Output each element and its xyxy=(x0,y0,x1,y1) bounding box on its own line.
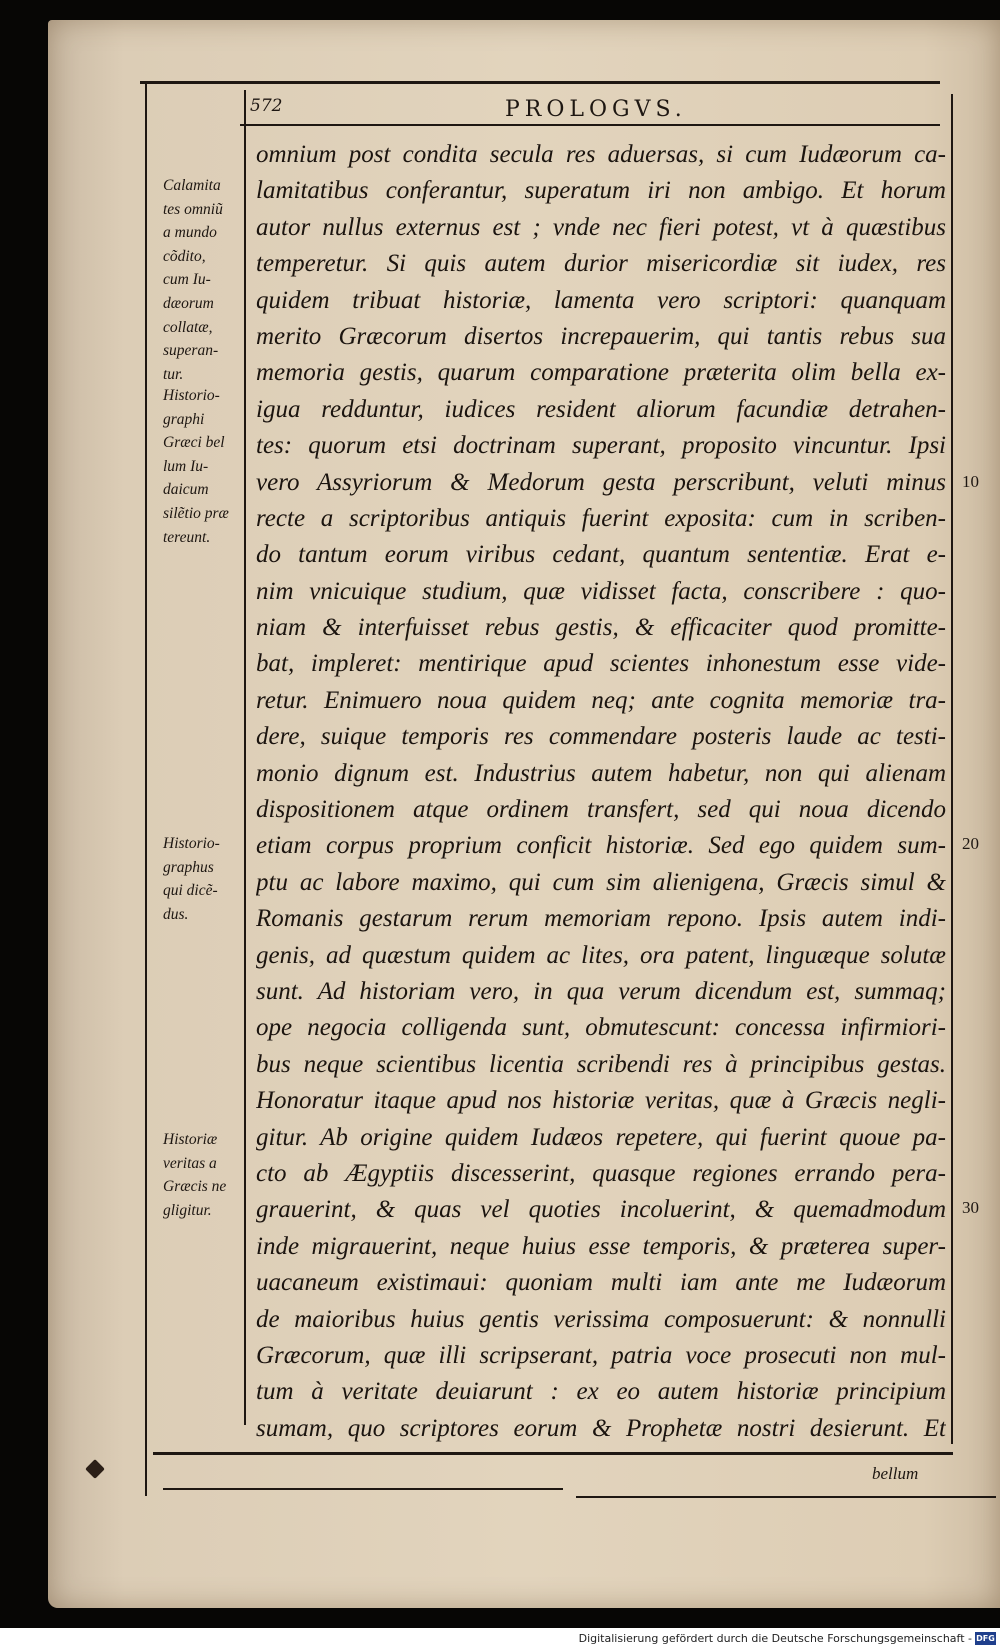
margin-note-line: Historio- xyxy=(163,835,220,852)
text-line: retur. Enimuero noua quidem neq; ante cognita memoriæ tra- xyxy=(256,686,946,714)
margin-note-line: a mundo xyxy=(163,224,217,242)
line-number: 10 xyxy=(962,472,979,491)
margin-note-line: cõdito, xyxy=(163,247,206,265)
margin-note-line: tereunt. xyxy=(163,528,211,546)
text-line: Romanis gestarum rerum memoriam repono. Ipsis autem indi- xyxy=(256,905,946,933)
text-line: merito Græcorum disertos increpauerim, qui tantis rebus sua xyxy=(256,322,946,350)
footer-rule-left xyxy=(163,1488,563,1490)
text-line: tes: quorum etsi doctrinam superant, proposito vincuntur. Ipsi xyxy=(256,432,946,460)
footer-bar xyxy=(0,1628,1000,1651)
margin-note-line: graphi xyxy=(163,410,205,428)
margin-note-line: daicum xyxy=(163,481,209,499)
margin-note-line: graphus xyxy=(163,858,214,876)
main-text-block xyxy=(256,137,946,1447)
text-line: vero Assyriorum & Medorum gesta perscribunt, veluti minus xyxy=(256,468,946,496)
margin-note-line: superan- xyxy=(163,342,219,360)
margin-note-line: silẽtio præ xyxy=(163,504,229,522)
text-line: dispositionem atque ordinem transfert, sed qui noua dicendo xyxy=(256,796,946,824)
text-line: de maioribus huius gentis verissima composuerunt: & nonnulli xyxy=(256,1305,946,1333)
header-underline xyxy=(240,124,940,126)
text-line: recte a scriptoribus antiquis fuerint exposita: cum in scriben- xyxy=(256,504,946,532)
text-line: omnium post condita secula res aduersas, si cum Iudæorum ca- xyxy=(256,141,946,168)
text-line: sumam, quo scriptores eorum & Prophetæ nostri desierunt. Et xyxy=(256,1414,946,1442)
text-line: bus neque scientibus licentia scribendi res à principibus gestas. xyxy=(256,1050,946,1078)
text-line: Honoratur itaque apud nos historiæ veritas, quæ à Græcis negli- xyxy=(256,1087,946,1115)
text-line: genis, ad quæstum quidem ac lites, ora patent, linguæque solutæ xyxy=(256,941,946,969)
margin-note xyxy=(163,174,247,386)
text-line: autor nullus externus est ; vnde nec fieri potest, vt à quæstibus xyxy=(256,213,946,241)
bottom-rule xyxy=(153,1452,953,1455)
margin-note-line: cum Iu- xyxy=(163,271,211,289)
page-number: 572 xyxy=(250,96,283,116)
margin-note-line: Historiæ xyxy=(163,1131,218,1148)
text-line: nim vnicuique studium, quæ vidisset facta, conscribere : quo- xyxy=(256,577,946,605)
margin-note-line: dus. xyxy=(163,905,189,923)
margin-note xyxy=(163,832,247,926)
text-line: inde migrauerint, neque huius esse temporis, & præterea super- xyxy=(256,1232,946,1260)
text-line: uacaneum existimaui: quoniam multi iam ante me Iudæorum xyxy=(256,1269,946,1297)
right-border xyxy=(951,94,953,1444)
top-rule xyxy=(140,81,940,84)
text-line: monio dignum est. Industrius autem habetur, non qui alienam xyxy=(256,759,946,787)
margin-note-line: gligitur. xyxy=(163,1201,212,1219)
margin-note xyxy=(163,384,247,549)
text-line: gitur. Ab origine quidem Iudæos repetere, qui fuerint quoue pa- xyxy=(256,1123,946,1151)
text-line: tum à veritate deuiarunt : ex eo autem historiæ principium xyxy=(256,1378,946,1406)
text-line: sunt. Ad historiam vero, in qua verum dicendum est, summaq; xyxy=(256,977,946,1005)
margin-note-line: Græcis ne xyxy=(163,1178,227,1196)
text-line: temperetur. Si quis autem durior misericordiæ sit iudex, res xyxy=(256,250,946,278)
text-line: etiam corpus proprium conficit historiæ. Sed ego quidem sum- xyxy=(256,832,946,860)
text-line: ptu ac labore maximo, qui cum sim alienigena, Græcis simul & xyxy=(256,868,946,896)
left-border xyxy=(145,84,147,1496)
margin-note-line: Calamita xyxy=(163,177,221,194)
margin-note-line: Historio- xyxy=(163,387,220,404)
line-number: 30 xyxy=(962,1198,979,1217)
text-line: bat, impleret: mentirique apud scientes inhonestum esse vide- xyxy=(256,650,946,678)
margin-note-line: tes omniũ xyxy=(163,200,223,218)
text-line: lamitatibus conferantur, superatum iri non ambigo. Et horum xyxy=(256,177,946,205)
text-line: Græcorum, quæ illi scripserant, patria voce prosecuti non mul- xyxy=(256,1341,946,1369)
text-line: cto ab Ægyptiis discesserint, quasque regiones errando pera- xyxy=(256,1159,946,1187)
footer-credit: Digitalisierung gefördert durch die Deutsche Forschungsgemeinschaft - xyxy=(578,1632,972,1645)
footer-rule-right xyxy=(576,1496,996,1498)
dfg-logo: DFG xyxy=(976,1634,995,1643)
catchword: bellum xyxy=(872,1464,919,1483)
margin-note xyxy=(163,1128,247,1222)
text-line: dere, suique temporis res commendare posteris laude ac testi- xyxy=(256,723,946,751)
margin-note-line: tur. xyxy=(163,365,184,383)
text-line: quidem tribuat historiæ, lamenta vero scriptori: quanquam xyxy=(256,286,946,314)
margin-note-line: dæorum xyxy=(163,294,214,312)
text-line: igua redduntur, iudices resident aliorum facundiæ detrahen- xyxy=(256,395,946,423)
margin-note-line: qui dicẽ- xyxy=(163,882,218,900)
text-line: grauerint, & quas vel quoties incoluerint, & quemadmodum xyxy=(256,1196,946,1224)
margin-note-line: lum Iu- xyxy=(163,457,209,475)
text-line: do tantum eorum viribus cedant, quantum sententiæ. Erat e- xyxy=(256,541,946,569)
text-line: niam & interfuisset rebus gestis, & efficaciter quod promitte- xyxy=(256,614,946,642)
text-line: memoria gestis, quarum comparatione præterita olim bella ex- xyxy=(256,359,946,387)
margin-note-line: collatæ, xyxy=(163,318,213,336)
line-number: 20 xyxy=(962,834,979,853)
margin-note-line: Græci bel xyxy=(163,434,225,452)
margin-note-line: veritas a xyxy=(163,1154,217,1172)
running-title: PROLOGVS. xyxy=(505,97,687,122)
text-line: ope negocia colligenda sunt, obmutescunt: concessa infirmiori- xyxy=(256,1014,946,1042)
